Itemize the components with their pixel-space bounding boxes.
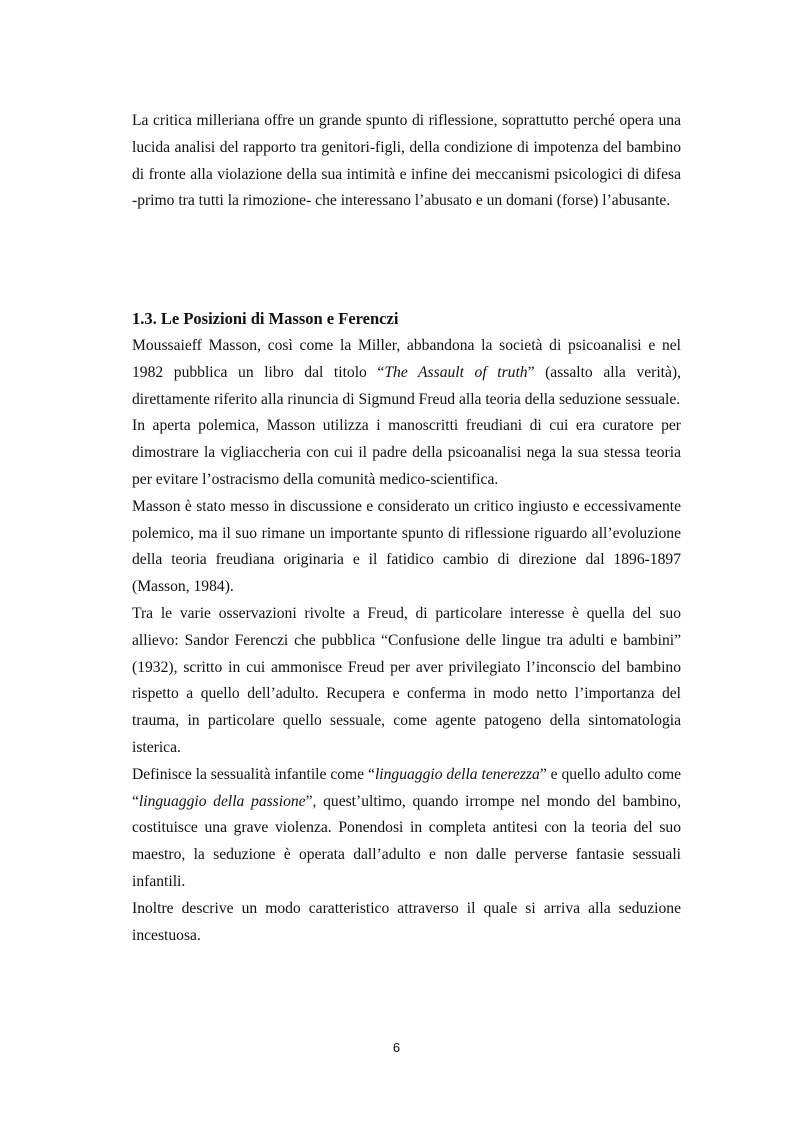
text-span: ” (assalto alla verità), direttamente riferito alla rinuncia di Sigmund Freud alla teoria della seduzione sessuale.: [132, 363, 681, 408]
paragraph-masson-book: [132, 333, 681, 413]
book-title-italic: The Assault of truth: [384, 363, 528, 381]
italic-term: linguaggio della tenerezza: [374, 765, 540, 783]
paragraph-linguaggio: [132, 762, 681, 896]
paragraph-polemica: In aperta polemica, Masson utilizza i manoscritti freudiani di cui era curatore per dimostrare la vigliaccheria con cui il padre della psicoanalisi nega la sua stessa teoria per evitare l’ostracismo della comunità medico-scientifica.: [132, 417, 681, 488]
section-body: [132, 333, 681, 949]
italic-term: linguaggio della passione: [138, 792, 306, 810]
text-span: Definisce la sessualità infantile come “: [132, 765, 375, 783]
text-span: ” e quello adulto come “: [132, 765, 682, 810]
text-span: ”, quest’ultimo, quando irrompe nel mondo del bambino, costituisce una grave violenza. Ponendosi in completa antitesi con la teoria del suo maestro, la seduzione è operata dall’adulto e non dalle perverse fantasie sessuali infantili.: [132, 792, 681, 890]
intro-paragraph: La critica milleriana offre un grande spunto di riflessione, soprattutto perché opera una lucida analisi del rapporto tra genitori-figli, della condizione di impotenza del bambino di fronte alla violazione della sua intimità e infine dei meccanismi psicologici di difesa -primo tra tutti la rimozione- che interessano l’abusato e un domani (forse) l’abusante.: [132, 112, 681, 210]
section-heading: 1.3. Le Posizioni di Masson e Ferenczi: [132, 309, 399, 328]
paragraph-seduzione: Inoltre descrive un modo caratteristico attraverso il quale si arriva alla seduzione incestuosa.: [132, 899, 681, 944]
page-number: 6: [392, 1040, 401, 1055]
text-span: Moussaieff Masson, così come la Miller, abbandona la società di psicoanalisi e nel 1982 pubblica un libro dal titolo “: [132, 337, 681, 381]
paragraph-masson-critic: Masson è stato messo in discussione e considerato un critico ingiusto e eccessivamente polemico, ma il suo rimane un importante spunto di riflessione riguardo all’evoluzione della teoria freudiana originaria e il fatidico cambio di direzione dal 1896-1897 (Masson, 1984).: [132, 497, 681, 596]
paragraph-ferenczi: Tra le varie osservazioni rivolte a Freud, di particolare interesse è quella del suo allievo: Sandor Ferenczi che pubblica “Confusione delle lingue tra adulti e bambini” (1932), scritto in cui ammonisce Freud per aver privilegiato l’inconscio del bambino rispetto a quello dell’adulto. Recupera e conferma in modo netto l’importanza del trauma, in particolare quello sessuale, come agente patogeno della sintomatologia isterica.: [132, 604, 681, 756]
